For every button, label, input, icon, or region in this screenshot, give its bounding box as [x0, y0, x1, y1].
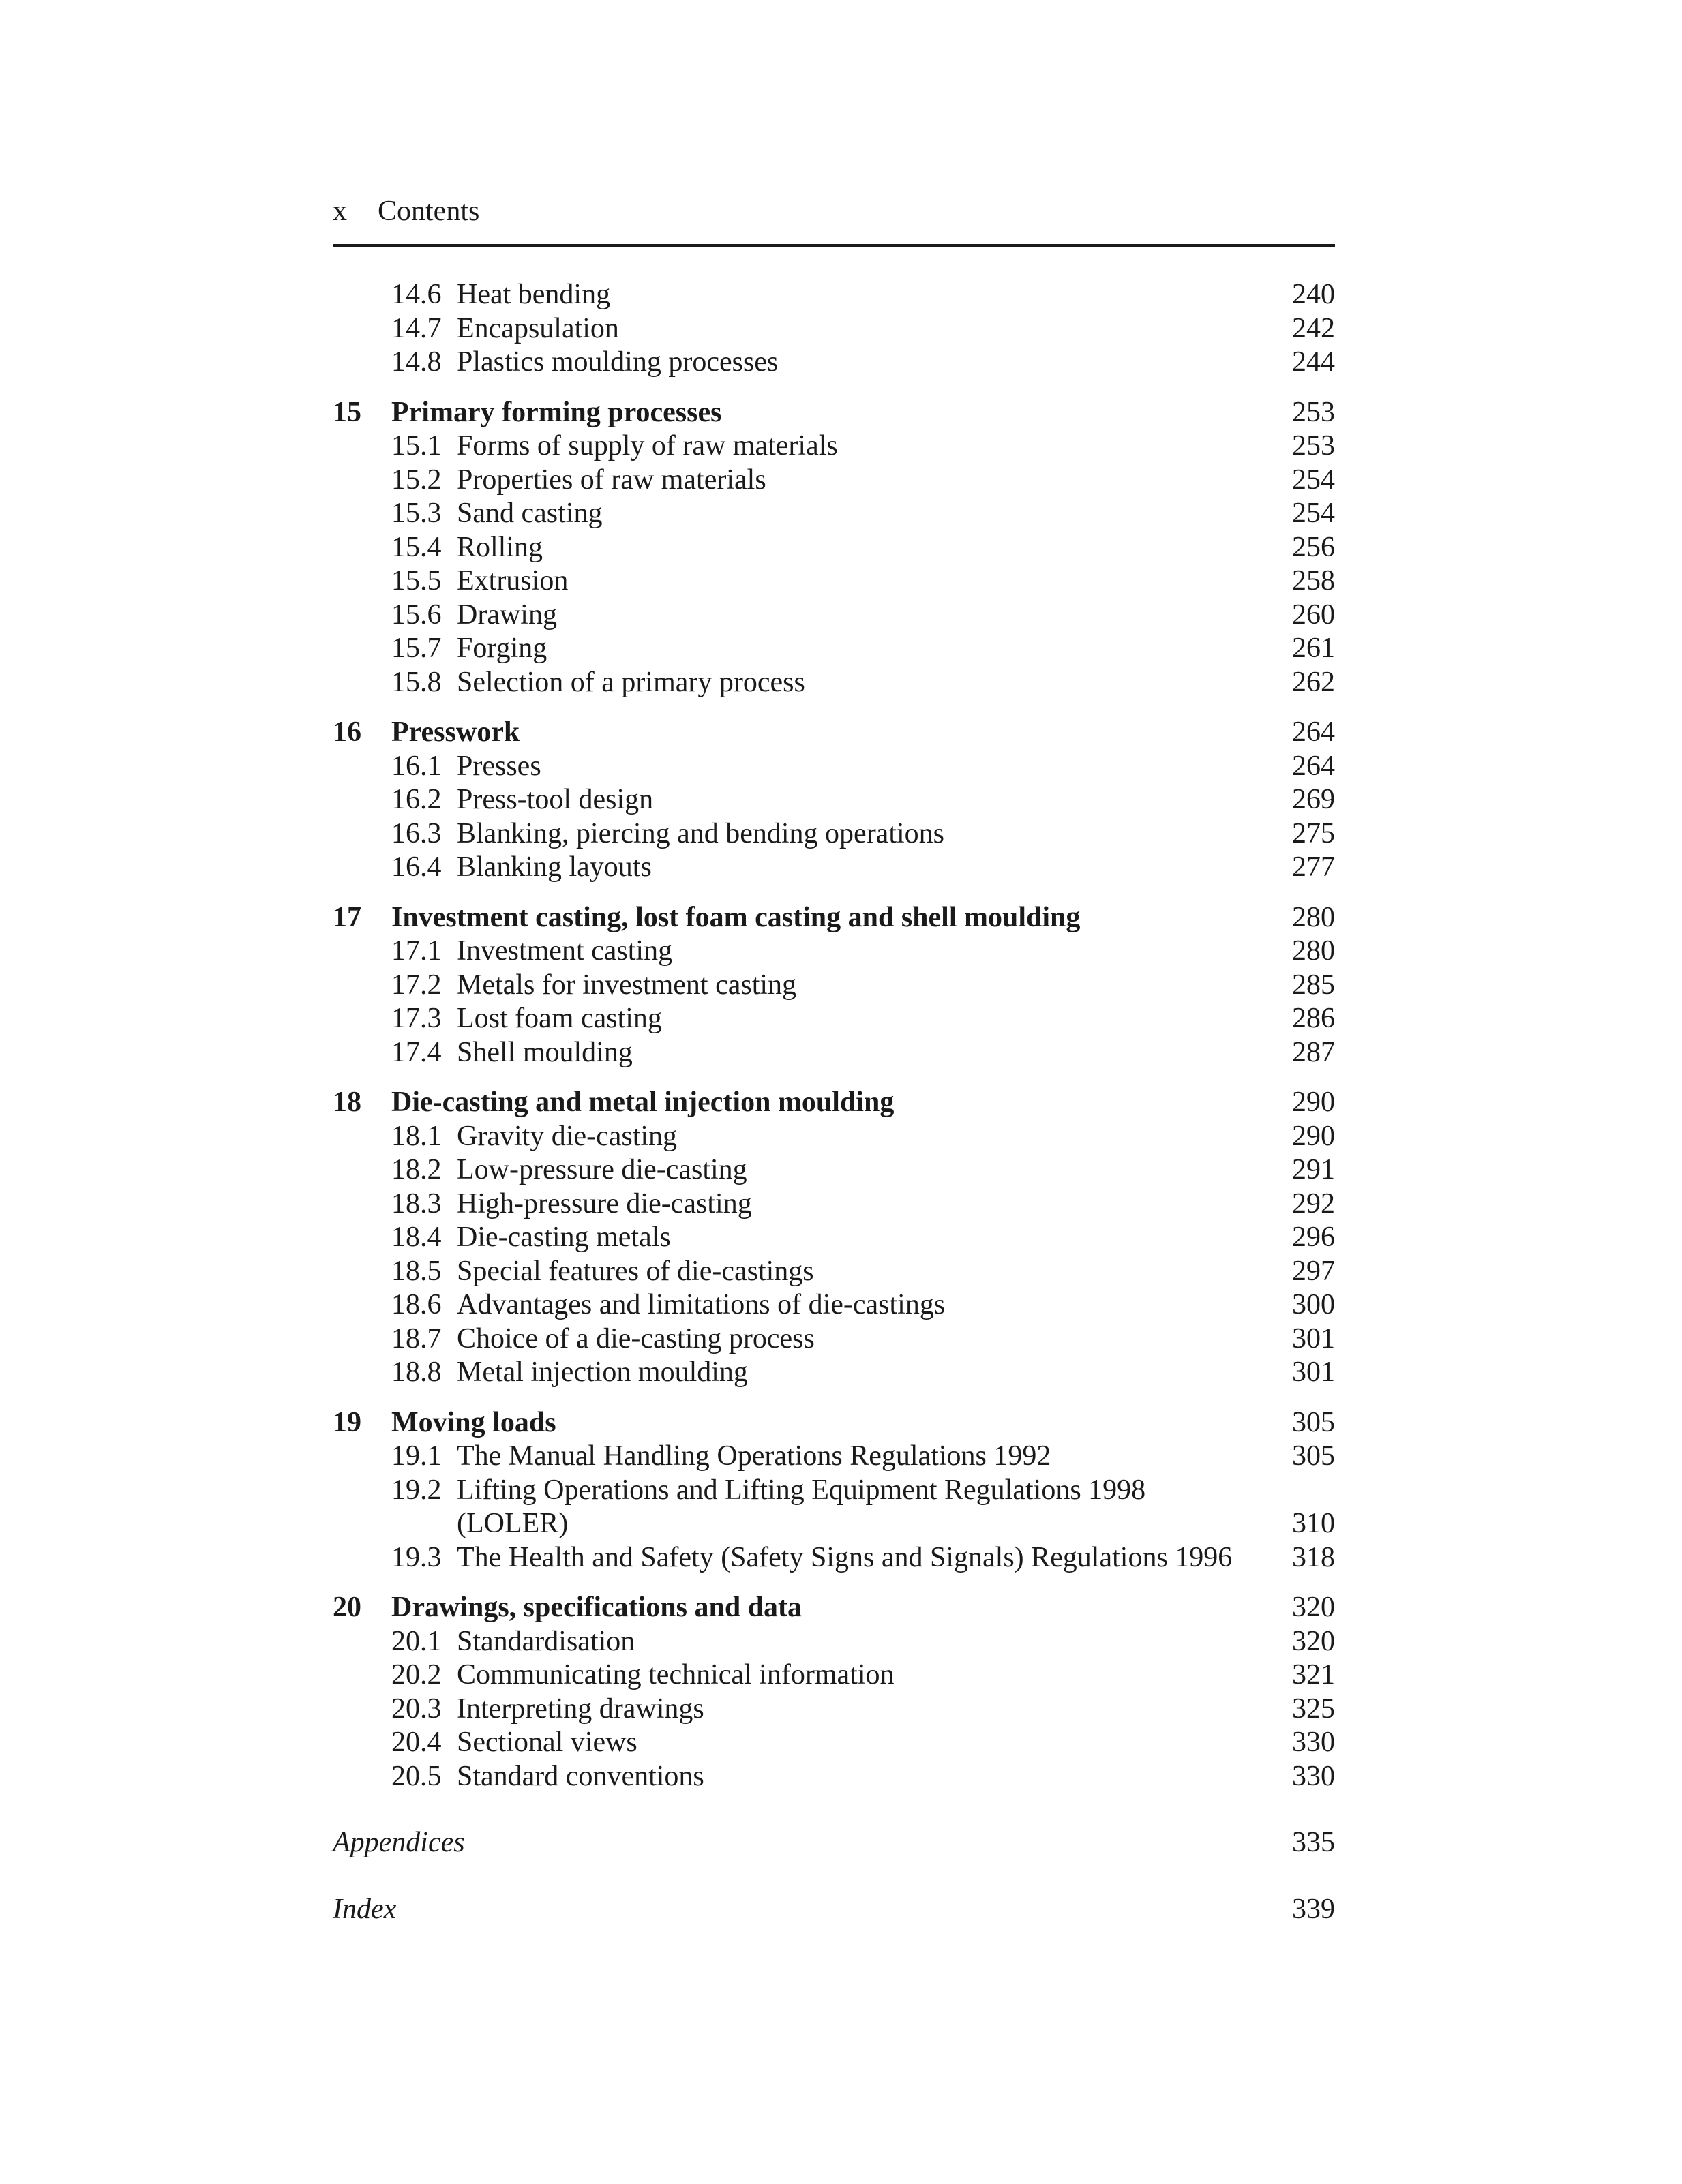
section-title: Metal injection moulding: [457, 1356, 748, 1388]
page-number: 240: [1292, 279, 1335, 310]
page-number: 280: [1292, 901, 1335, 933]
toc-chapter-entry[interactable]: [333, 396, 1335, 430]
back-matter-title: Appendices: [333, 1827, 465, 1858]
page-number: 320: [1292, 1592, 1335, 1623]
section-title: Communicating technical information: [457, 1659, 895, 1690]
toc-section-entry[interactable]: [333, 632, 1335, 666]
toc-section-entry[interactable]: [333, 598, 1335, 633]
section-title: Blanking layouts: [457, 851, 652, 883]
section-title: Sand casting: [457, 498, 603, 529]
page-number: 292: [1292, 1187, 1335, 1219]
page-number: 260: [1292, 598, 1335, 631]
page-number: 339: [1292, 1893, 1335, 1925]
section-title: Encapsulation: [457, 312, 619, 344]
section-number: 15.7: [391, 633, 442, 664]
chapter-number: 17: [333, 901, 361, 933]
toc-section-entry[interactable]: [333, 1541, 1335, 1575]
toc-section-entry[interactable]: [333, 1288, 1335, 1322]
section-number: 17.1: [391, 935, 442, 967]
chapter-number: 15: [333, 396, 361, 428]
page-number: 300: [1292, 1289, 1335, 1320]
chapter-title: Investment casting, lost foam casting and shell moulding: [391, 901, 1081, 933]
chapter-number: 20: [333, 1592, 361, 1623]
page-number: 301: [1292, 1356, 1335, 1388]
section-title: Plastics moulding processes: [457, 346, 779, 378]
section-title: Standardisation: [457, 1625, 635, 1657]
toc-section-entry[interactable]: [333, 969, 1335, 1003]
page-number: 285: [1292, 969, 1335, 1001]
page-number: 290: [1292, 1087, 1335, 1118]
back-matter-title: Index: [333, 1893, 397, 1925]
page-number: 264: [1292, 750, 1335, 782]
toc-section-entry[interactable]: [333, 750, 1335, 784]
page-number: 244: [1292, 346, 1335, 378]
toc-section-entry[interactable]: [333, 564, 1335, 598]
toc-section-entry[interactable]: [333, 1474, 1335, 1508]
section-number: 20.3: [391, 1693, 442, 1725]
page-number: 269: [1292, 784, 1335, 815]
toc-section-entry[interactable]: [333, 531, 1335, 565]
section-number: 18.3: [391, 1187, 442, 1219]
page-number: 253: [1292, 396, 1335, 428]
section-number: 17.4: [391, 1036, 442, 1068]
toc-section-entry[interactable]: [333, 1120, 1335, 1154]
section-title: Heat bending: [457, 279, 611, 310]
section-title: Blanking, piercing and bending operations: [457, 817, 945, 849]
section-title: Forms of supply of raw materials: [457, 430, 838, 461]
section-title: Press-tool design: [457, 784, 654, 815]
page-number: 301: [1292, 1322, 1335, 1354]
toc-section-entry[interactable]: [333, 851, 1335, 885]
page-number: 280: [1292, 935, 1335, 967]
section-title: Rolling: [457, 531, 543, 563]
toc-back-matter-entry[interactable]: [333, 1826, 1335, 1860]
section-title: Special features of die-castings: [457, 1255, 814, 1287]
page-number: 275: [1292, 817, 1335, 849]
section-title: Investment casting: [457, 935, 673, 967]
page-number: 305: [1292, 1440, 1335, 1472]
section-title: Standard conventions: [457, 1760, 704, 1792]
page-number: 320: [1292, 1625, 1335, 1657]
section-number: 16.1: [391, 750, 442, 782]
section-number: 15.4: [391, 531, 442, 563]
page-number: 318: [1292, 1541, 1335, 1573]
section-title: Advantages and limitations of die-castings: [457, 1289, 946, 1320]
toc-section-entry[interactable]: [333, 1693, 1335, 1727]
section-number: 15.8: [391, 666, 442, 698]
section-number: 18.2: [391, 1154, 442, 1185]
section-number: 20.4: [391, 1727, 442, 1758]
toc-section-entry[interactable]: [333, 464, 1335, 498]
toc-section-entry[interactable]: [333, 346, 1335, 380]
page-number: 253: [1292, 430, 1335, 461]
chapter-number: 18: [333, 1087, 361, 1118]
table-of-contents: [333, 278, 1335, 1926]
section-title: Lifting Operations and Lifting Equipment Regulations 1998: [457, 1474, 1146, 1506]
toc-section-entry[interactable]: [333, 1658, 1335, 1693]
chapter-number: 16: [333, 716, 361, 748]
section-number: 20.2: [391, 1659, 442, 1690]
page-number: 310: [1292, 1508, 1335, 1539]
page-number: 277: [1292, 851, 1335, 883]
toc-chapter-entry[interactable]: [333, 1591, 1335, 1625]
toc-section-entry[interactable]: [333, 666, 1335, 700]
section-number: 19.3: [391, 1541, 442, 1573]
section-number: 15.6: [391, 598, 442, 631]
section-title: Metals for investment casting: [457, 969, 797, 1001]
page-number: 335: [1292, 1827, 1335, 1858]
section-number: 16.2: [391, 784, 442, 815]
page-number: 330: [1292, 1727, 1335, 1758]
page-number: 262: [1292, 666, 1335, 698]
section-number: 14.8: [391, 346, 442, 378]
page-number: 330: [1292, 1760, 1335, 1792]
section-number: 19.1: [391, 1440, 442, 1472]
toc-chapter-entry[interactable]: [333, 1406, 1335, 1440]
section-title: Low-pressure die-casting: [457, 1154, 747, 1185]
toc-section-entry[interactable]: [333, 312, 1335, 346]
section-number: 15.5: [391, 565, 442, 596]
section-title: Lost foam casting: [457, 1003, 662, 1034]
page-number: 254: [1292, 464, 1335, 496]
toc-section-entry[interactable]: [333, 1153, 1335, 1187]
toc-section-entry-continued[interactable]: [333, 1507, 1335, 1541]
chapter-title: Die-casting and metal injection moulding: [391, 1087, 895, 1118]
section-number: 16.3: [391, 817, 442, 849]
section-title: Drawing: [457, 598, 557, 631]
section-number: 18.8: [391, 1356, 442, 1388]
header-rule: [333, 244, 1335, 247]
page-number: 296: [1292, 1222, 1335, 1253]
section-title: Presses: [457, 750, 541, 782]
section-title: Sectional views: [457, 1727, 637, 1758]
section-title: Shell moulding: [457, 1036, 633, 1068]
page-number: 258: [1292, 565, 1335, 596]
page-number: 325: [1292, 1693, 1335, 1725]
section-title: Die-casting metals: [457, 1222, 671, 1253]
page-number: 290: [1292, 1120, 1335, 1152]
page-number: 242: [1292, 312, 1335, 344]
toc-section-entry[interactable]: [333, 1036, 1335, 1070]
chapter-title: Moving loads: [391, 1406, 556, 1438]
section-title: Selection of a primary process: [457, 666, 805, 698]
section-number: 18.6: [391, 1289, 442, 1320]
toc-section-entry[interactable]: [333, 1002, 1335, 1036]
section-title: Extrusion: [457, 565, 569, 596]
chapter-number: 19: [333, 1406, 361, 1438]
toc-chapter-entry[interactable]: [333, 716, 1335, 750]
section-title: The Manual Handling Operations Regulations 1992: [457, 1440, 1051, 1472]
toc-section-entry[interactable]: [333, 1760, 1335, 1794]
section-title: Forging: [457, 633, 547, 664]
toc-back-matter-entry[interactable]: [333, 1893, 1335, 1927]
section-number: 18.4: [391, 1222, 442, 1253]
section-number: 20.5: [391, 1760, 442, 1792]
toc-section-entry[interactable]: [333, 1221, 1335, 1255]
toc-chapter-entry[interactable]: [333, 901, 1335, 935]
page-number: 297: [1292, 1255, 1335, 1287]
section-number: 15.1: [391, 430, 442, 461]
section-title-continued: (LOLER): [457, 1508, 569, 1539]
toc-section-entry[interactable]: [333, 783, 1335, 817]
chapter-title: Primary forming processes: [391, 396, 722, 428]
section-number: 18.5: [391, 1255, 442, 1287]
page-number: 287: [1292, 1036, 1335, 1068]
section-number: 17.2: [391, 969, 442, 1001]
page-number: 254: [1292, 498, 1335, 529]
section-title: Choice of a die-casting process: [457, 1322, 815, 1354]
toc-section-entry[interactable]: [333, 278, 1335, 312]
page-number: 261: [1292, 633, 1335, 664]
toc-chapter-entry[interactable]: [333, 1086, 1335, 1120]
section-title: Gravity die-casting: [457, 1120, 678, 1152]
toc-section-entry[interactable]: [333, 1625, 1335, 1659]
section-title: The Health and Safety (Safety Signs and Signals) Regulations 1996: [457, 1541, 1233, 1573]
page-folio: x: [333, 196, 347, 227]
section-number: 15.2: [391, 464, 442, 496]
toc-section-entry[interactable]: [333, 1356, 1335, 1390]
section-number: 20.1: [391, 1625, 442, 1657]
toc-section-entry[interactable]: [333, 1322, 1335, 1356]
section-number: 15.3: [391, 498, 442, 529]
toc-section-entry[interactable]: [333, 1440, 1335, 1474]
toc-section-entry[interactable]: [333, 1255, 1335, 1289]
section-title: Properties of raw materials: [457, 464, 766, 496]
toc-section-entry[interactable]: [333, 935, 1335, 969]
chapter-title: Presswork: [391, 716, 520, 748]
page-number: 321: [1292, 1659, 1335, 1690]
section-number: 17.3: [391, 1003, 442, 1034]
section-title: High-pressure die-casting: [457, 1187, 752, 1219]
toc-section-entry[interactable]: [333, 497, 1335, 531]
page-number: 286: [1292, 1003, 1335, 1034]
section-title: Interpreting drawings: [457, 1693, 704, 1725]
toc-section-entry[interactable]: [333, 1187, 1335, 1222]
running-title: Contents: [378, 196, 480, 227]
page-number: 256: [1292, 531, 1335, 563]
page-number: 305: [1292, 1406, 1335, 1438]
page-number: 291: [1292, 1154, 1335, 1185]
section-number: 19.2: [391, 1474, 442, 1506]
section-number: 14.6: [391, 279, 442, 310]
toc-section-entry[interactable]: [333, 817, 1335, 851]
section-number: 18.1: [391, 1120, 442, 1152]
toc-section-entry[interactable]: [333, 1726, 1335, 1760]
toc-section-entry[interactable]: [333, 429, 1335, 464]
page-number: 264: [1292, 716, 1335, 748]
section-number: 16.4: [391, 851, 442, 883]
section-number: 18.7: [391, 1322, 442, 1354]
section-number: 14.7: [391, 312, 442, 344]
chapter-title: Drawings, specifications and data: [391, 1592, 802, 1623]
running-header: [333, 194, 1335, 229]
